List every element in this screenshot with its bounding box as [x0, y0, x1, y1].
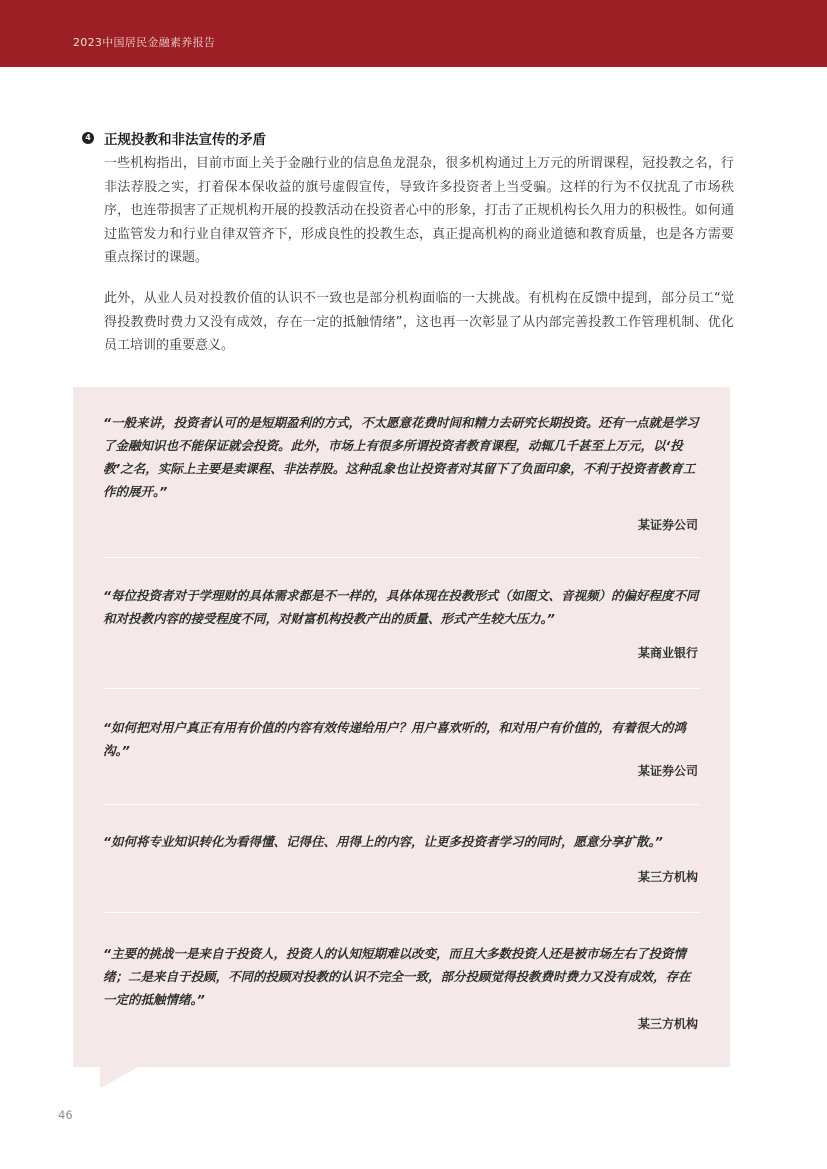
quote-source: 某三方机构 — [637, 870, 698, 884]
quote-text: “一般来讲，投资者认可的是短期盈利的方式，不太愿意花费时间和精力去研究长期投资。还有一点就是学习了金融知识也不能保证就会投资。此外，市场上有很多所谓投资者教育课程，动辄几千甚至上万元，以‘投教’之名，实际上主要是卖课程、非法荐股。这种乱象也让投资者对其留下了负面印象，不利于投资者教育工作的展开。” — [103, 415, 699, 499]
report-title: 2023中国居民金融素养报告 — [73, 36, 216, 49]
quote-text: “如何将专业知识转化为看得懂、记得住、用得上的内容，让更多投资者学习的同时，愿意分享扩散。” — [103, 834, 663, 849]
quote-divider — [103, 688, 700, 689]
section-heading-text: 正规投教和非法宣传的矛盾 — [104, 132, 266, 148]
quote-source: 某证券公司 — [637, 764, 698, 778]
body-paragraph: 此外，从业人员对投教价值的认识不一致也是部分机构面临的一大挑战。有机构在反馈中提到，部分员工“觉得投教费时费力又没有成效，存在一定的抵触情绪”，这也再一次彰显了从内部完善投教工作管理机制、优化员工培训的重要意义。 — [104, 291, 734, 353]
quote-divider — [103, 804, 700, 805]
quote-text: “主要的挑战一是来自于投资人，投资人的认知短期难以改变，而且大多数投资人还是被市场左右了投资情绪；二是来自于投顾，不同的投顾对投教的认识不完全一致，部分投顾觉得投教费时费力又没有成效，存在一定的抵触情绪。” — [103, 946, 691, 1007]
section-heading — [82, 128, 266, 148]
quote-text: “如何把对用户真正有用有价值的内容有效传递给用户？用户喜欢听的，和对用户有价值的，有着很大的鸿沟。” — [103, 720, 687, 758]
quote-divider — [103, 912, 700, 913]
quote-source: 某商业银行 — [637, 646, 698, 660]
section-number-badge: 4 — [82, 132, 94, 144]
quote-text: “每位投资者对于学理财的具体需求都是不一样的，具体体现在投教形式（如图文、音视频）的偏好程度不同和对投教内容的接受程度不同，对财富机构投教产出的质量、形式产生较大压力。” — [103, 588, 699, 626]
quote-box-tail — [100, 1066, 140, 1088]
body-paragraph: 一些机构指出，目前市面上关于金融行业的信息鱼龙混杂，很多机构通过上万元的所谓课程，冠投教之名，行非法荐股之实，打着保本保收益的旗号虚假宣传，导致许多投资者上当受骗。这样的行为不仅扰乱了市场秩序，也连带损害了正规机构开展的投教活动在投资者心中的形象，打击了正规机构长久用力的积极性。如何通过监管发力和行业自律双管齐下，形成良性的投教生态，真正提高机构的商业道德和教育质量，也是各方需要重点探讨的课题。 — [104, 156, 734, 265]
quote-source: 某三方机构 — [637, 1017, 698, 1031]
quote-divider — [103, 557, 700, 558]
page-number: 46 — [58, 1108, 73, 1122]
quote-source: 某证券公司 — [637, 518, 698, 532]
